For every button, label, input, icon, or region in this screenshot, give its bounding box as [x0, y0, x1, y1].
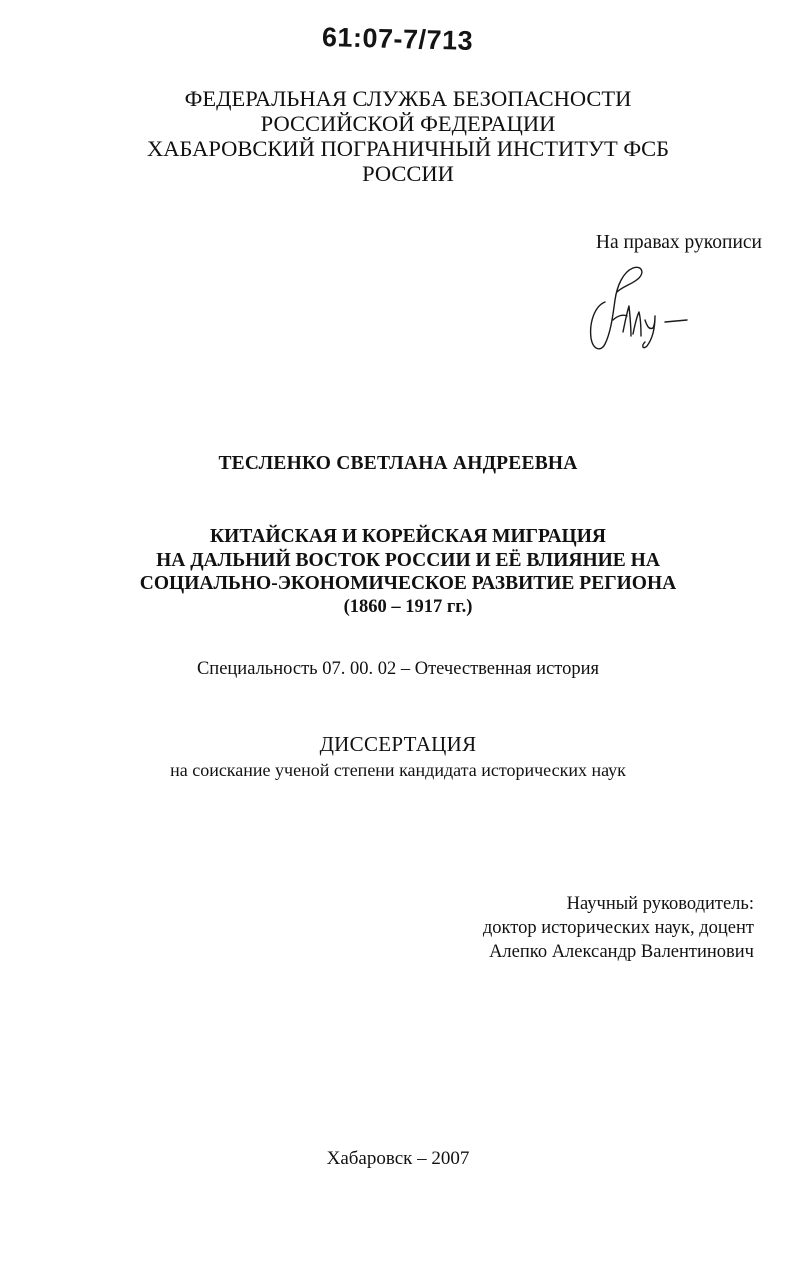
- city-year: Хабаровск – 2007: [326, 1148, 470, 1169]
- agency-line-1: ФЕДЕРАЛЬНАЯ СЛУЖБА БЕЗОПАСНОСТИ: [184, 86, 632, 111]
- title-years: (1860 – 1917 гг.): [343, 596, 473, 617]
- supervisor-degree: доктор исторических наук, доцент: [482, 918, 754, 938]
- title-line-1: КИТАЙСКАЯ И КОРЕЙСКАЯ МИГРАЦИЯ: [210, 526, 606, 547]
- title-line-3: СОЦИАЛЬНО-ЭКОНОМИЧЕСКОЕ РАЗВИТИЕ РЕГИОНА: [139, 573, 677, 594]
- title-line-2: НА ДАЛЬНИЙ ВОСТОК РОССИИ И ЕЁ ВЛИЯНИЕ НА: [156, 549, 660, 571]
- supervisor-name: Алепко Александр Валентинович: [489, 942, 754, 962]
- agency-header: [108, 86, 708, 186]
- speciality-line: Специальность 07. 00. 02 – Отечественная история: [196, 659, 600, 679]
- supervisor-label: Научный руководитель:: [566, 894, 754, 914]
- dissertation-title: [108, 525, 708, 619]
- author-name: ТЕСЛЕНКО СВЕТЛАНА АНДРЕЕВНА: [218, 453, 578, 474]
- agency-line-3: ХАБАРОВСКИЙ ПОГРАНИЧНЫЙ ИНСТИТУТ ФСБ РОССИИ: [146, 136, 670, 186]
- degree-line: на соискание ученой степени кандидата исторических наук: [170, 760, 626, 780]
- signature-icon: [583, 262, 693, 358]
- dissertation-type: ДИССЕРТАЦИЯ: [319, 732, 477, 756]
- agency-line-2: РОССИЙСКОЙ ФЕДЕРАЦИИ: [260, 111, 556, 136]
- manuscript-rights-note: На правах рукописи: [595, 232, 762, 253]
- archive-stamp-number: 61:07-7/713: [321, 22, 474, 56]
- supervisor-block: [420, 892, 754, 964]
